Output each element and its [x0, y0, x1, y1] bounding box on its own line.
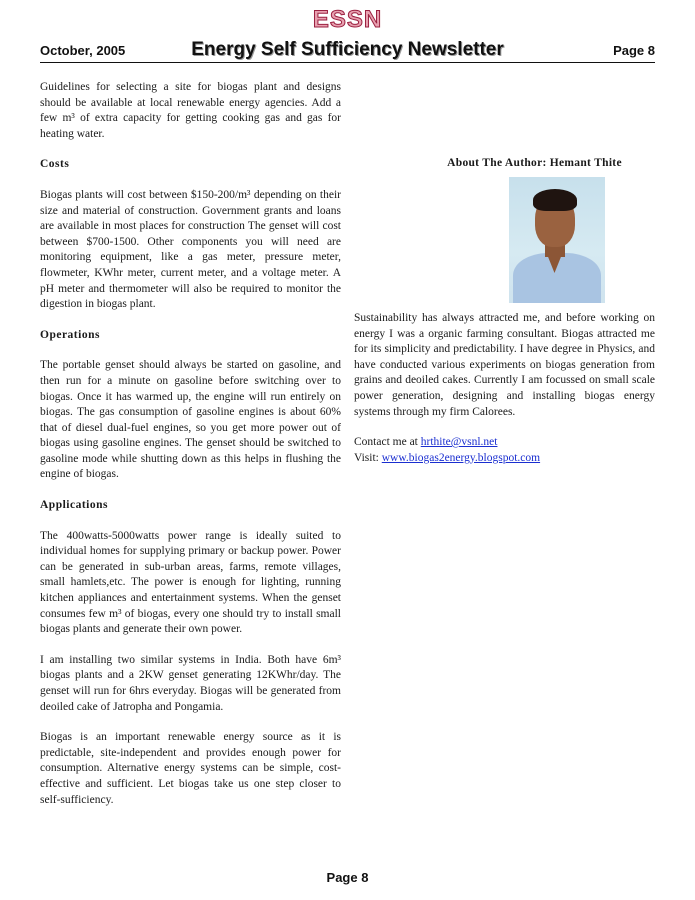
header-rule — [40, 62, 655, 63]
contact-label: Contact me at — [354, 436, 421, 449]
newsletter-title: Energy Self Sufficiency Newsletter — [191, 39, 504, 60]
page-header — [40, 40, 655, 62]
contact-line — [354, 435, 655, 451]
email-link[interactable]: hrthite@vsnl.net — [420, 436, 498, 449]
intro-paragraph: Guidelines for selecting a site for biogas plant and designs should be available at local renewable energy agencies. Add a few m³ of extra capacity for getting cooking gas and gas for heating water. — [40, 81, 341, 140]
author-heading: About The Author: Hemant Thite — [447, 157, 622, 169]
right-column — [354, 155, 655, 466]
installing-paragraph: I am installing two similar systems in India. Both have 6m³ biogas plants and a 2KW genset generating 12KWhr/day. The genset will run for 6hrs everyday. Biogas will be generated from deoiled cake of Jatropha and Pongamia. — [40, 653, 341, 713]
costs-heading: Costs — [40, 158, 70, 171]
operations-heading: Operations — [40, 328, 100, 341]
footer-page-number: Page 8 — [326, 870, 369, 885]
applications-heading: Applications — [40, 499, 108, 512]
left-column — [40, 80, 341, 808]
closing-paragraph: Biogas is an important renewable energy source as it is predictable, site-independent and provides enough power for consumption. Alternative energy systems can be simple, cost-effective and sufficient. Let biogas take us one step closer to self-sufficiency. — [40, 731, 341, 806]
author-bio: Sustainability has always attracted me, and before working on energy I was a organic farming consultant. Biogas attracted me for its simplicity and predictability. I have degree in Physics, and have conducted various experiments on biogas generation from grains and deoiled cakes. Currently I am focussed on small scale power generation, designing and installing biogas energy systems through my firm Calorees. — [354, 312, 655, 418]
website-link[interactable]: www.biogas2energy.blogspot.com — [381, 451, 541, 464]
issue-date: October, 2005 — [40, 43, 126, 58]
visit-line — [354, 451, 655, 467]
newsletter-logo: ESSN — [312, 6, 383, 33]
operations-paragraph: The portable genset should always be started on gasoline, and then run for a minute on gasoline before switching over to biogas. Once it has warmed up, the engine will run entirely on biogas. The gas consumption of gasoline engines is about 60% that of diesel dual-fuel engines, so you get more power out of biogas using gasoline engines. The genset should be switched to gasoline mode while shutting down as this helps in flushing the engine of biogas. — [40, 359, 341, 481]
applications-paragraph: The 400watts-5000watts power range is ideally suited to individual homes for supplying primary or backup power. Power can be generated in sub-urban areas, farms, remote villages, small hamlets,etc. The power is enough for lighting, running kitchen appliances and entertainment systems. When the genset consumes few m³ of biogas, every one should try to install small biogas plants and generate their own power. — [40, 529, 341, 636]
visit-label: Visit: — [354, 451, 382, 464]
costs-paragraph: Biogas plants will cost between $150-200/m³ depending on their size and material of construction. Government grants and loans are available in most places for construction The genset will cost between $700-1500. Other components you will need are monitoring equipment, like a gas meter, pressure meter, flowmeter, KWhr meter, current meter, and a voltage meter. A pH meter and thermometer will also be required to monitor the digestion in biogas plant. — [40, 188, 341, 311]
author-photo — [509, 177, 605, 303]
header-page-number: Page 8 — [613, 43, 655, 58]
